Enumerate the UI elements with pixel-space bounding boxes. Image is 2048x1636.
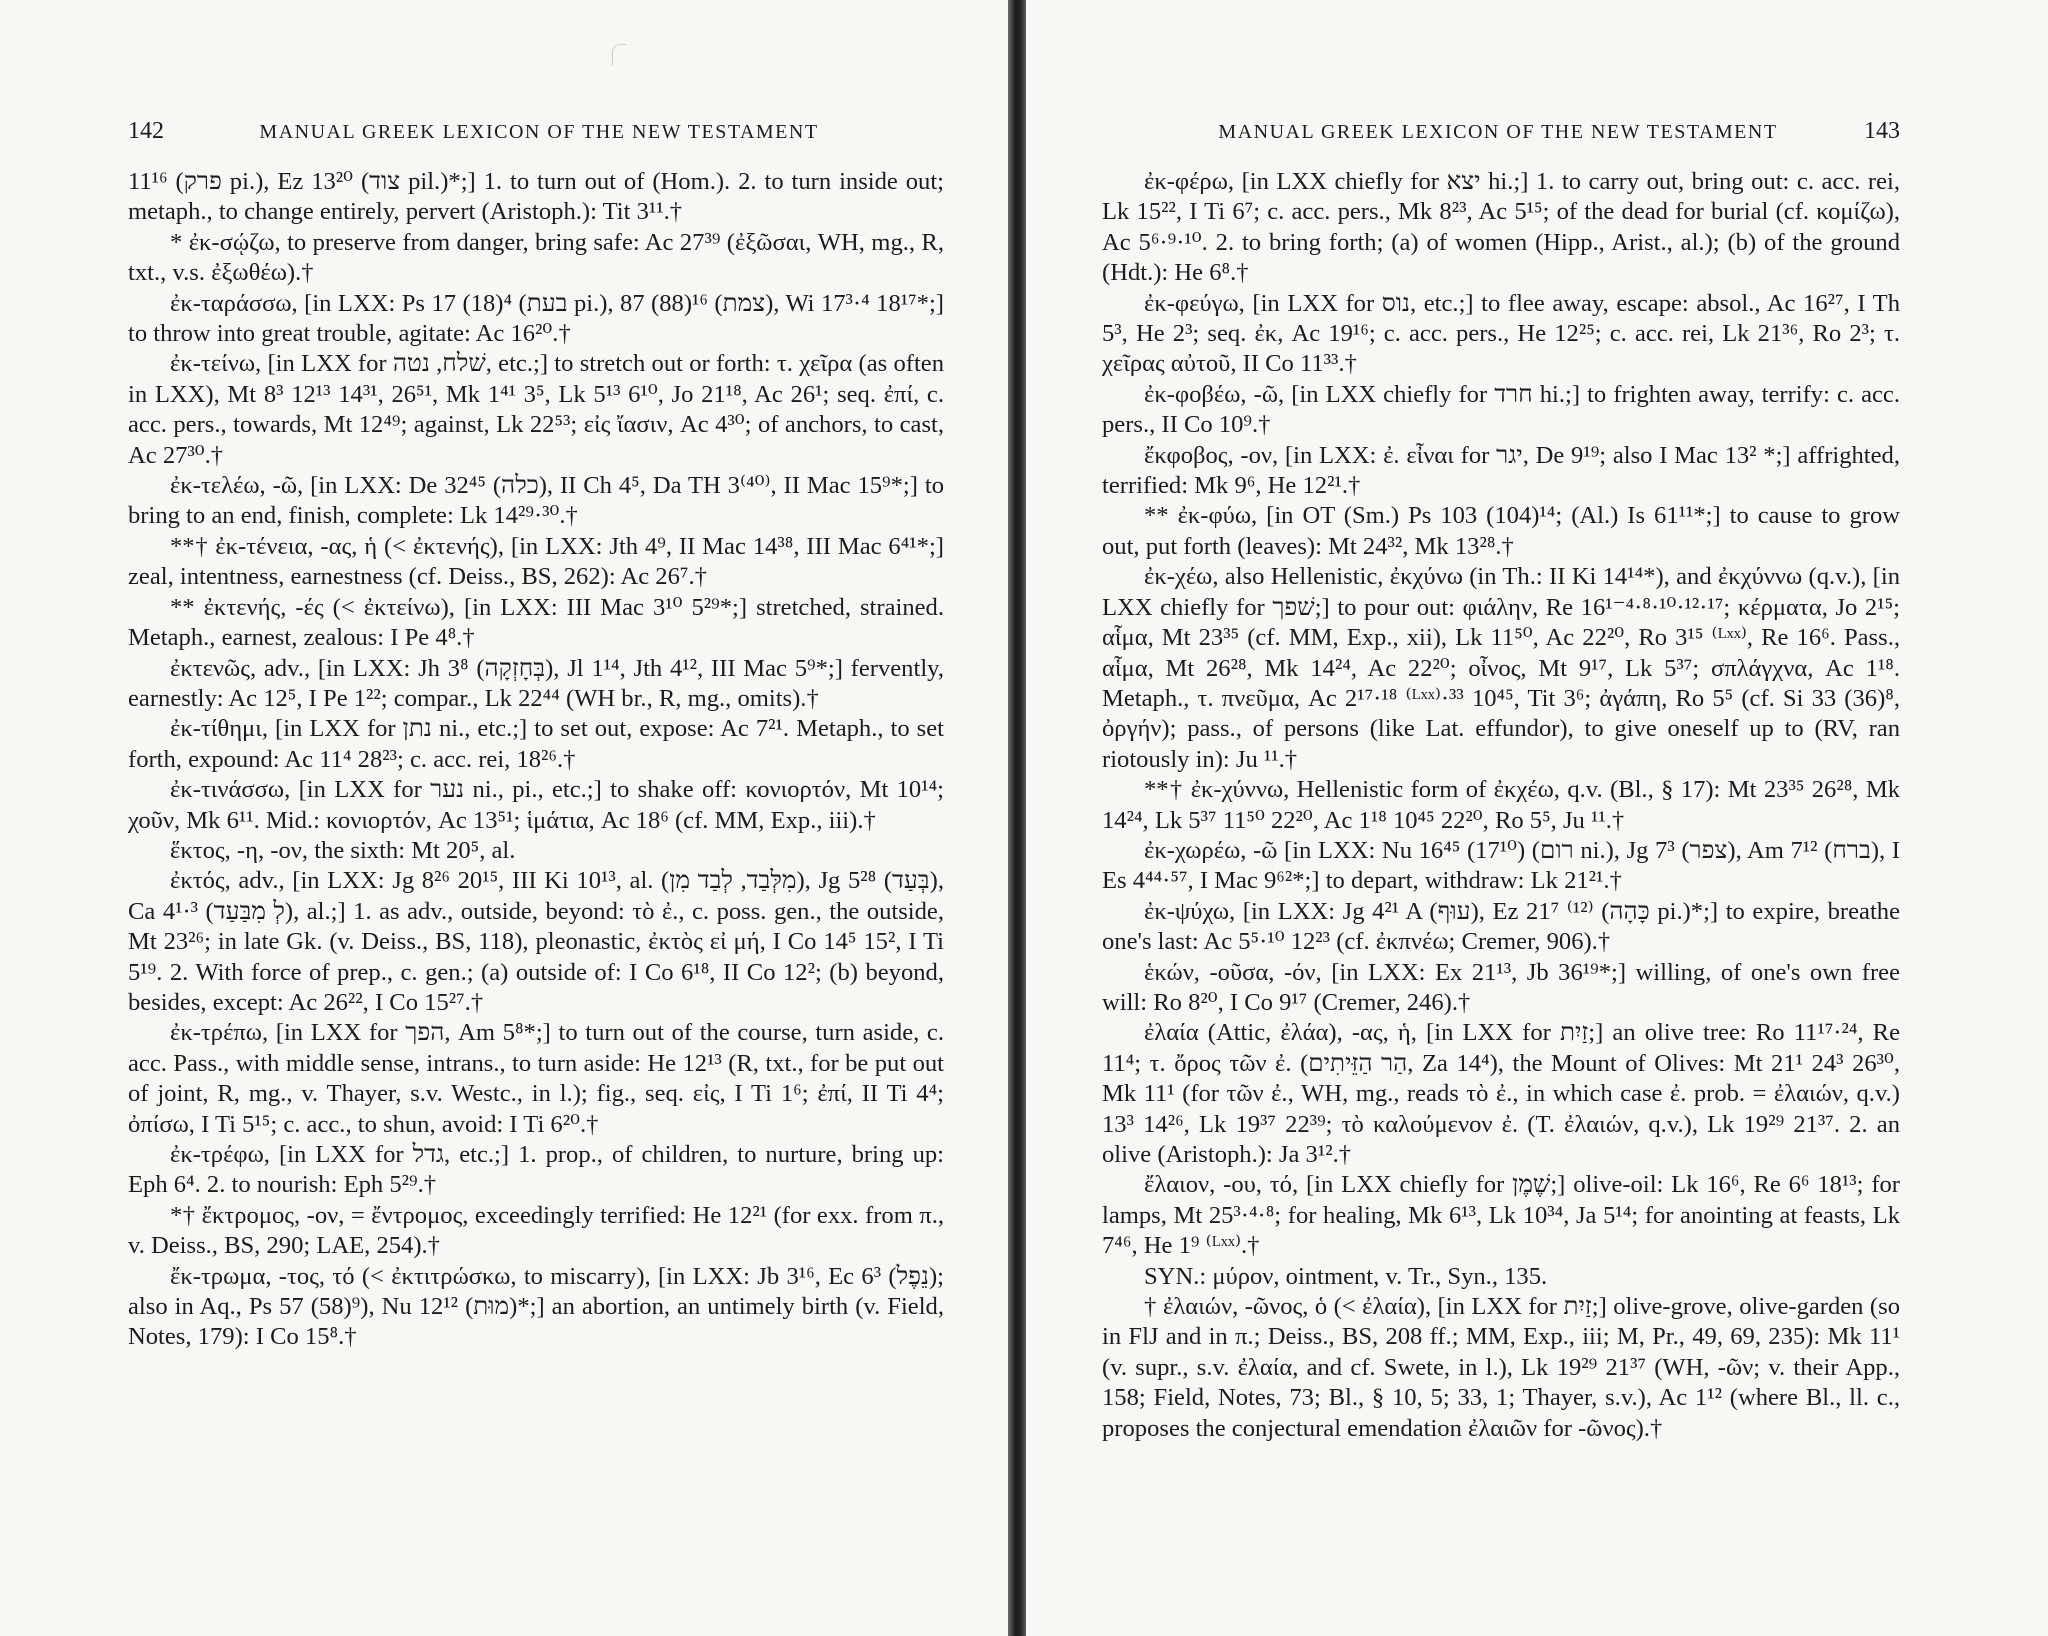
lexicon-entry: ἐκ-τίθημι, [in LXX for נתן ni., etc.;] to set out, expose: Ac 7²¹. Metaph., to set forth, expound: Ac 11⁴ 28²³; c. acc. rei, 18²⁶.† [128, 715, 945, 773]
lexicon-entry: ἐκ-χωρέω, -ῶ [in LXX: Nu 16⁴⁵ (17¹⁰) (רום ni.), Jg 7³ (צפר), Am 7¹² (ברח), I Es 4⁴⁴·⁵⁷, I Mac 9⁶²*;] to depart, withdraw: Lk 21²¹.† [1102, 836, 1900, 895]
running-title-left: MANUAL GREEK LEXICON OF THE NEW TESTAMENT [259, 121, 819, 143]
lexicon-entry: *† ἔκτρομος, -ον, = ἔντρομος, exceedingly terrified: He 12²¹ (for exx. from π., v. Deiss., BS, 290; LAE, 254).† [128, 1201, 944, 1260]
lexicon-entry: ἐκ-τρέπω, [in LXX for הפך, Am 5⁸*;] to turn out of the course, turn aside, c. acc. Pass., with middle sense, intrans., to turn aside: He 12¹³ (R, txt., for be put out of joint, R, mg., v. Thayer, s.v. Westc., in l.); fig., seq. εἰς, I Ti 1⁶; ἐπί, II Ti 4⁴; ὀπίσω, I Ti 5¹⁵; c. acc., to shun, avoid: I Ti 6²⁰.† [128, 1019, 944, 1138]
lexicon-entry: ἐκ-τινάσσω, [in LXX for נער ni., pi., etc.;] to shake off: κονιορτόν, Mt 10¹⁴; χοῦν, Mk 6¹¹. Mid.: κονιορτόν, Ac 13⁵¹; ἱμάτια, Ac 18⁶ (cf. MM, Exp., iii).† [128, 776, 944, 834]
lexicon-entry: ἐκ-τελέω, -ῶ, [in LXX: De 32⁴⁵ (כלה), II Ch 4⁵, Da TH 3⁽⁴⁰⁾, II Mac 15⁹*;] to bring to an end, finish, complete: Lk 14²⁹·³⁰.† [128, 472, 944, 530]
page-number-right: 143 [1863, 118, 1900, 144]
lexicon-entry: ἔκφοβος, -ον, [in LXX: ἐ. εἶναι for יגר, De 9¹⁹; also I Mac 13² *;] affrighted, terrified: Mk 9⁶, He 12²¹.† [1102, 441, 1901, 500]
lexicon-entry: **† ἐκ-χύννω, Hellenistic form of ἐκχέω, q.v. (Bl., § 17): Mt 23³⁵ 26²⁸, Mk 14²⁴, Lk 5³⁷ 11⁵⁰ 22²⁰, Ac 1¹⁸ 10⁴⁵ 22²⁰, Ro 5⁵, Ju ¹¹.† [1102, 776, 1900, 834]
right-page [1026, 0, 2048, 1636]
running-header-right [1102, 118, 1900, 145]
lexicon-entry: ἐκ-τρέφω, [in LXX for גדל, etc.;] 1. prop., of children, to nurture, bring up: Eph 6⁴. 2. to nourish: Eph 5²⁹.† [128, 1141, 944, 1199]
lexicon-entry: ἐκ-χέω, also Hellenistic, ἐκχύνω (in Th.: II Ki 14¹⁴*), and ἐκχύννω (q.v.), [in LXX chiefly for שׁפך;] to pour out: φιάλην, Re 16¹⁻⁴·⁸·¹⁰·¹²·¹⁷; κέρματα, Jo 2¹⁵; αἷμα, Mt 23³⁵ (cf. MM, Exp., xii), Lk 11⁵⁰, Ac 22²⁰, Ro 3¹⁵ ⁽ᴸˣˣ⁾, Re 16⁶. Pass., αἷμα, Mt 26²⁸, Mk 14²⁴, Ac 22²⁰; οἶνος, Mt 9¹⁷, Lk 5³⁷; σπλάγχνα, Ac 1¹⁸. Metaph., τ. πνεῦμα, Ac 2¹⁷·¹⁸ ⁽ᴸˣˣ⁾·³³ 10⁴⁵, Tit 3⁶; ἀγάπη, Ro 5⁵ (cf. Si 33 (36)⁸, ὀργήν); pass., of persons (like Lat. effundor), to give oneself up to (RV, ran riotously in): Ju ¹¹.† [1102, 563, 1900, 773]
lexicon-entry: ** ἐκτενής, -ές (< ἐκτείνω), [in LXX: III Mac 3¹⁰ 5²⁹*;] stretched, strained. Metaph., earnest, zealous: I Pe 4⁸.† [128, 593, 944, 652]
lexicon-entry: ἐκ-φοβέω, -ῶ, [in LXX chiefly for חרד hi.;] to frighten away, terrify: c. acc. pers., II Co 10⁹.† [1102, 380, 1900, 439]
lexicon-entry: * ἐκ-σῴζω, to preserve from danger, bring safe: Ac 27³⁹ (ἐξῶσαι, WH, mg., R, txt., v.s. ἐξωθέω).† [128, 228, 944, 287]
lexicon-entry: ἑκών, -οῦσα, -όν, [in LXX: Ex 21¹³, Jb 36¹⁹*;] willing, of one's own free will: Ro 8²⁰, I Co 9¹⁷ (Cremer, 246).† [1102, 958, 1900, 1016]
running-header-left [128, 118, 944, 145]
right-column [1102, 167, 1900, 1444]
lexicon-entry: ἔκ-τρωμα, -τος, τό (< ἐκτιτρώσκω, to miscarry), [in LXX: Jb 3¹⁶, Ec 6³ (נֵפֶל); also in Aq., Ps 57 (58)⁹), Nu 12¹² (מוּת)*;] an abortion, an untimely birth (v. Field, Notes, 179): I Co 15⁸.† [128, 1262, 944, 1351]
lexicon-entry: SYN.: μύρον, ointment, v. Tr., Syn., 135. [1144, 1262, 1548, 1290]
lexicon-entry: ἐκ-ταράσσω, [in LXX: Ps 17 (18)⁴ (בעת pi.), 87 (88)¹⁶ (צמת), Wi 17³·⁴ 18¹⁷*;] to throw into great trouble, agitate: Ac 16²⁰.† [128, 289, 945, 348]
lexicon-entry: ἐκτενῶς, adv., [in LXX: Jh 3⁸ (בְּחָזְקָה), Jl 1¹⁴, Jth 4¹², III Mac 5⁹*;] fervently, earnestly: Ac 12⁵, I Pe 1²²; compar., Lk 22⁴⁴ (WH br., R, mg., omits).† [128, 654, 944, 712]
lexicon-entry: **† ἐκ-τένεια, -ας, ἡ (< ἐκτενής), [in LXX: Jth 4⁹, II Mac 14³⁸, III Mac 6⁴¹*;] zeal, intentness, earnestness (cf. Deiss., BS, 262): Ac 26⁷.† [128, 532, 944, 591]
running-title-right: MANUAL GREEK LEXICON OF THE NEW TESTAMENT [1218, 121, 1778, 143]
lexicon-entry: ἐκτός, adv., [in LXX: Jg 8²⁶ 20¹⁵, III Ki 10¹³, al. (מִלְּבַד, לְבַד מִן), Jg 5²⁸ (בְּעַד), Ca 4¹·³ (לְ מִבַּעַד), al.;] 1. as adv., outside, beyond: τὸ ἐ., c. poss. gen., the outside, Mt 23²⁶; in late Gk. (v. Deiss., BS, 118), pleonastic, ἐκτὸς εἰ μή, I Co 14⁵ 15², I Ti 5¹⁹. 2. With force of prep., c. gen.; (a) outside of: I Co 6¹⁸, II Co 12²; (b) beyond, besides, except: Ac 26²², I Co 15²⁷.† [128, 867, 944, 1016]
left-column [128, 167, 944, 1353]
lexicon-entry: ἐκ-φέρω, [in LXX chiefly for יצא hi.;] 1. to carry out, bring out: c. acc. rei, Lk 15²², I Ti 6⁷; c. acc. pers., Mk 8²³, Ac 5¹⁵; of the dead for burial (cf. κομίζω), Ac 5⁶·⁹·¹⁰. 2. to bring forth; (a) of women (Hipp., Arist., al.); (b) of the ground (Hdt.): He 6⁸.† [1102, 168, 1900, 287]
lexicon-entry: † ἐλαιών, -ῶνος, ὁ (< ἐλαία), [in LXX for זַיִת;] olive-grove, olive-garden (so in FlJ and in π.; Deiss., BS, 208 ff.; MM, Exp., iii; M, Pr., 49, 69, 235): Mk 11¹ (v. supr., s.v. ἐλαία, and cf. Swete, in l.), Lk 19²⁹ 21³⁷ (WH, -ῶν; v. their App., 158; Field, Notes, 73; Bl., § 10, 5; 33, 1; Thayer, s.v.), Ac 1¹² (where Bl., ll. c., proposes the conjectural emendation ἐλαιῶν for -ῶνος).† [1102, 1293, 1900, 1442]
lexicon-entry: ** ἐκ-φύω, [in OT (Sm.) Ps 103 (104)¹⁴; (Al.) Is 61¹¹*;] to cause to grow out, put forth (leaves): Mt 24³², Mk 13²⁸.† [1102, 502, 1900, 560]
left-page [0, 0, 1012, 1636]
page-fold-mark [612, 44, 627, 65]
lexicon-entry: ἕκτος, -η, -ον, the sixth: Mt 20⁵, al. [170, 836, 516, 864]
lexicon-entry: ἐκ-τείνω, [in LXX for שׁלח, נטה, etc.;] to stretch out or forth: τ. χεῖρα (as often in LXX), Mt 8³ 12¹³ 14³¹, 26⁵¹, Mk 1⁴¹ 3⁵, Lk 5¹³ 6¹⁰, Jo 21¹⁸, Ac 26¹; seq. ἐπί, c. acc. pers., towards, Mt 12⁴⁹; against, Lk 22⁵³; εἰς ἴασιν, Ac 4³⁰; of anchors, to cast, Ac 27³⁰.† [128, 350, 944, 469]
lexicon-entry: 11¹⁶ (פרק pi.), Ez 13²⁰ (צוד pil.)*;] 1. to turn out of (Hom.). 2. to turn inside out; metaph., to change entirely, pervert (Aristoph.): Tit 3¹¹.† [128, 168, 945, 226]
page-number-left: 142 [128, 118, 164, 144]
lexicon-entry: ἔλαιον, -ου, τό, [in LXX chiefly for שֶׁמֶן;] olive-oil: Lk 16⁶, Re 6⁶ 18¹³; for lamps, Mt 25³·⁴·⁸; for healing, Mk 6¹³, Lk 10³⁴, Ja 5¹⁴; for anointing at feasts, Lk 7⁴⁶, He 1⁹ ⁽ᴸˣˣ⁾.† [1102, 1171, 1900, 1260]
lexicon-entry: ἐκ-ψύχω, [in LXX: Jg 4²¹ A (עוּף), Ez 21⁷ ⁽¹²⁾ (כָּהָה pi.)*;] to expire, breathe one's last: Ac 5⁵·¹⁰ 12²³ (cf. ἐκπνέω; Cremer, 906).† [1102, 897, 1900, 956]
lexicon-entry: ἐκ-φεύγω, [in LXX for נוס, etc.;] to flee away, escape: absol., Ac 16²⁷, I Th 5³, He 2³; seq. ἐκ, Ac 19¹⁶; c. acc. pers., He 12²⁵; c. acc. rei, Lk 21³⁶, Ro 2³; τ. χεῖρας αὐτοῦ, II Co 11³³.† [1102, 289, 1900, 378]
lexicon-entry: ἐλαία (Attic, ἐλάα), -ας, ἡ, [in LXX for זַיִת;] an olive tree: Ro 11¹⁷·²⁴, Re 11⁴; τ. ὄρος τῶν ἐ. (הַר הַזֵּיתִים, Za 14⁴), the Mount of Olives: Mt 21¹ 24³ 26³⁰, Mk 11¹ (for τῶν ἐ., WH, mg., reads τὸ ἐ., in which case ἐ. prob. = ἐλαιών, q.v.) 13³ 14²⁶, Lk 19³⁷ 22³⁹; τὸ καλούμενον ἐ. (T. ἐλαιών, q.v.), Lk 19²⁹ 21³⁷. 2. an olive (Aristoph.): Ja 3¹².† [1102, 1019, 1901, 1168]
